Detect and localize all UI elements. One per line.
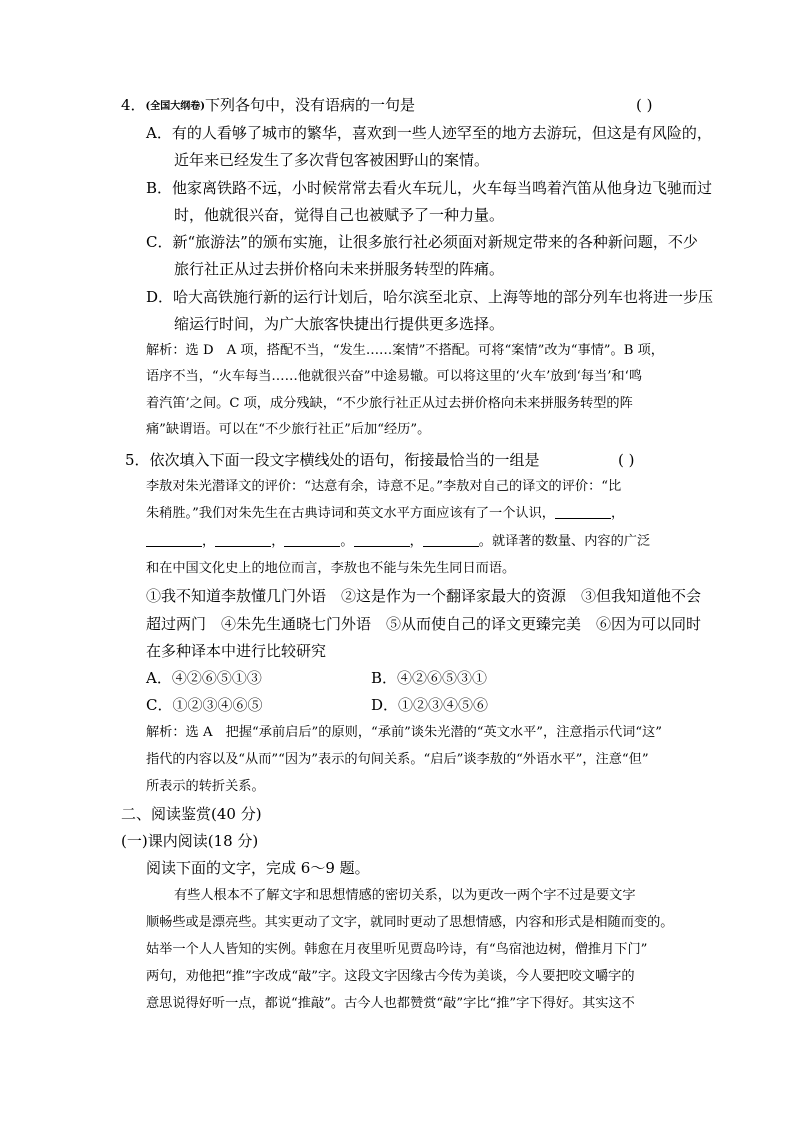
passage-line-4: 和在中国文化史上的地位而言，李敖也不能与朱先生同日而语。 [146,561,516,576]
reading-passage-line1: 有些人根本不了解文字和思想情感的密切关系，以为更改一两个字不过是要文字 [174,888,636,903]
fill-blank [423,532,479,547]
question-stem-text: 下列各句中，没有语病的一句是 [205,96,416,114]
reading-passage-line3: 姑举一个人人皆知的实例。韩愈在月夜里听见贾岛吟诗，有“鸟宿池边树，僧推月下门” [146,942,648,957]
fill-blank [215,532,271,547]
punctuation: ， [202,534,216,549]
analysis-5-line1: 解析：选 A 把握“承前启后”的原则，“承前”谈朱光潜的“英文水平”，注意指示代词“这” [146,725,663,740]
option-c-line1: C．新“旅游法”的颁布实施，让很多旅行社必须面对新规定带来的各种新问题，不少 [146,233,698,251]
passage-line-2 [146,504,624,524]
analysis-4-line3: 着汽笛’之间。C 项，成分残缺，“不少旅行社正从过去拼价格向未来拼服务转型的阵 [146,396,633,411]
reading-instruction: 阅读下面的文字，完成 6～9 题。 [146,859,370,877]
punctuation: ， [409,534,423,549]
question-number: 4． [121,96,146,114]
fill-blank [146,532,202,547]
analysis-4-line4: 痛”缺谓语。可以在“不少旅行社正”后加“经历”。 [146,422,431,437]
option-a-line2: 近年来已经发生了多次背包客被困野山的案情。 [174,151,490,169]
passage-text: 就译著的数量、内容的广泛 [491,534,651,549]
sentence-options-line2: 超过两门 ④朱先生通晓七门外语 ⑤从而使自己的译文更臻完美 ⑥因为可以同时 [146,615,702,633]
option-d-line2: 缩运行时间，为广大旅客快捷出行提供更多选择。 [174,315,505,333]
reading-passage-line4: 两句，劝他把“推”字改成“敲”字。这段文字因缘古今传为美谈，今人要把咬文嚼字的 [146,969,635,984]
reading-passage-line5: 意思说得好听一点，都说“推敲”。古今人也都赞赏“敲”字比“推”字下得好。其实这不 [146,996,635,1011]
punctuation: 。 [478,534,492,549]
reading-passage-line2: 顺畅些或是漂亮些。其实更动了文字，就同时更动了思想情感，内容和形式是相随而变的。 [146,915,674,930]
analysis-5-line2: 指代的内容以及“从而”“因为”表示的句间关系。“启后”谈李敖的“外语水平”，注意“但” [146,752,649,767]
question-5-stem: 5．依次填入下面一段文字横线处的语句，衔接最恰当的一组是 [125,451,540,469]
option-d: D．①②③④⑤⑥ [371,696,489,714]
option-b-line2: 时，他就很兴奋，觉得自己也被赋予了一种力量。 [174,206,505,224]
punctuation: ， [271,534,285,549]
passage-text: 朱稍胜。”我们对朱先生在古典诗词和英文水平方面应该有了一个认识， [146,506,555,521]
answer-bracket: ( ) [618,451,635,469]
sentence-options-line3: 在多种译本中进行比较研究 [146,642,327,660]
analysis-5-line3: 所表示的转折关系。 [146,779,265,794]
option-d-line1: D．哈大高铁施行新的运行计划后，哈尔滨至北京、上海等地的部分列车也将进一步压 [146,288,714,306]
sub-section-heading: (一)课内阅读(18 分) [121,832,259,850]
passage-line-1: 李敖对朱光潜译文的评价：“达意有余，诗意不足。”李敖对自己的译文的评价：“比 [146,479,622,494]
option-c: C．①②③④⑥⑤ [146,696,263,714]
punctuation: 。 [340,534,354,549]
question-4-stem [121,95,415,117]
option-a: A．④②⑥⑤①③ [146,669,262,687]
section-heading: 二、阅读鉴赏(40 分) [121,805,262,823]
passage-line-3 [146,532,650,552]
option-a-line1: A．有的人看够了城市的繁华，喜欢到一些人迹罕至的地方去游玩，但这是有风险的， [146,124,712,142]
option-c-line2: 旅行社正从过去拼价格向未来拼服务转型的阵痛。 [174,260,505,278]
punctuation: ， [610,506,625,521]
fill-blank [555,504,611,519]
fill-blank [284,532,340,547]
source-tag: (全国大纲卷) [145,101,206,112]
fill-blank [354,532,410,547]
answer-bracket: ( ) [636,96,653,114]
option-b-line1: B．他家离铁路不远，小时候常常去看火车玩儿，火车每当鸣着汽笛从他身边飞驰而过 [146,179,713,197]
option-b: B．④②⑥⑤③① [371,669,488,687]
analysis-4-line2: 语序不当，“火车每当……他就很兴奋”中途易辙。可以将这里的‘火车’放到‘每当’和‘鸣 [146,369,643,384]
analysis-4-line1: 解析：选 D A 项，搭配不当，“发生……案情”不搭配。可将“案情”改为“事情”。B 项， [146,343,664,358]
sentence-options-line1: ①我不知道李敖懂几门外语 ②这是作为一个翻译家最大的资源 ③但我知道他不会 [146,587,702,605]
